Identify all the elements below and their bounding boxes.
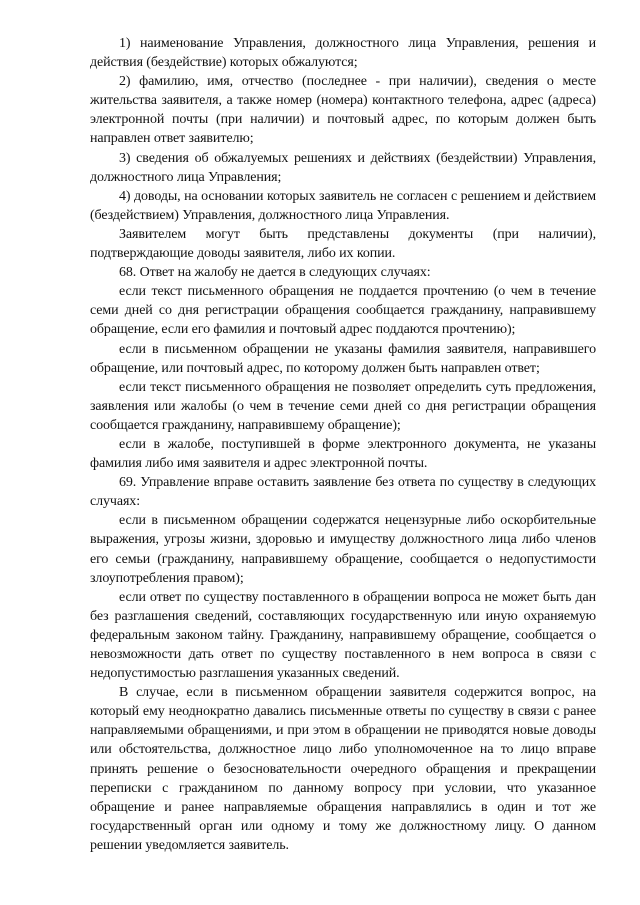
list-item-2: 2) фамилию, имя, отчество (последнее - при наличии), сведения о месте жительства заявителя, а также номер (номера) контактного телефона, адрес (адреса) электронной почты (при наличии) и почтовый адрес, по которым должен быть направлен ответ заявителю; xyxy=(90,74,596,147)
section-69-case-2: если ответ по существу поставленного в обращении вопроса не может быть дан без разглашения сведений, составляющих государственную или иную охраняемую федеральным законом тайну. Гражданину, направившему обращение, сообщается о невозможности дать ответ по существу поставленного в нем вопроса в связи с недопустимостью разглашения указанных сведений. xyxy=(90,589,596,682)
section-69-case-1: если в письменном обращении содержатся нецензурные либо оскорбительные выражения, угрозы жизни, здоровью и имуществу должностного лица либо членов его семьи (гражданину, направившему обращение, сообщается о недопустимости злоупотребления правом); xyxy=(90,513,596,586)
section-68-case-3: если текст письменного обращения не позволяет определить суть предложения, заявления или жалобы (о чем в течение семи дней со дня регистрации обращения сообщается гражданину, направившему обращение); xyxy=(90,379,596,433)
list-item-4: 4) доводы, на основании которых заявитель не согласен с решением и действием (бездействием) Управления, должностного лица Управления. xyxy=(90,188,596,223)
section-68-heading: 68. Ответ на жалобу не дается в следующих случаях: xyxy=(119,265,431,281)
document-page xyxy=(90,34,596,855)
section-68-case-1: если текст письменного обращения не поддается прочтению (о чем в течение семи дней со дня регистрации обращения сообщается гражданину, направившему обращение, если его фамилия и почтовый адрес поддаются прочтению); xyxy=(90,284,596,338)
section-69-heading: 69. Управление вправе оставить заявление без ответа по существу в следующих случаях: xyxy=(90,475,596,510)
documents-note: Заявителем могут быть представлены документы (при наличии), подтверждающие доводы заявителя, либо их копии. xyxy=(90,226,596,262)
section-68-case-4: если в жалобе, поступившей в форме электронного документа, не указаны фамилия либо имя заявителя и адрес электронной почты. xyxy=(90,436,596,472)
section-68-case-2: если в письменном обращении не указаны фамилия заявителя, направившего обращение, или почтовый адрес, по которому должен быть направлен ответ; xyxy=(90,341,596,376)
closing-paragraph: В случае, если в письменном обращении заявителя содержится вопрос, на который ему неоднократно давались письменные ответы по существу в связи с ранее направляемыми обращениями, и при этом в обращении не приводятся новые доводы или обстоятельства, должностное лицо либо уполномоченное на то лицо вправе принять решение о безосновательности очередного обращения и прекращении переписки с гражданином по данному вопросу при условии, что указанное обращение и ранее направляемые обращения направлялись в один и тот же государственный орган или одному и тому же должностному лицу. О данном решении уведомляется заявитель. xyxy=(90,685,596,853)
list-item-3: 3) сведения об обжалуемых решениях и действиях (бездействии) Управления, должностного лица Управления; xyxy=(90,150,596,185)
list-item-1: 1) наименование Управления, должностного лица Управления, решения и действия (бездействие) которых обжалуются; xyxy=(90,36,596,71)
